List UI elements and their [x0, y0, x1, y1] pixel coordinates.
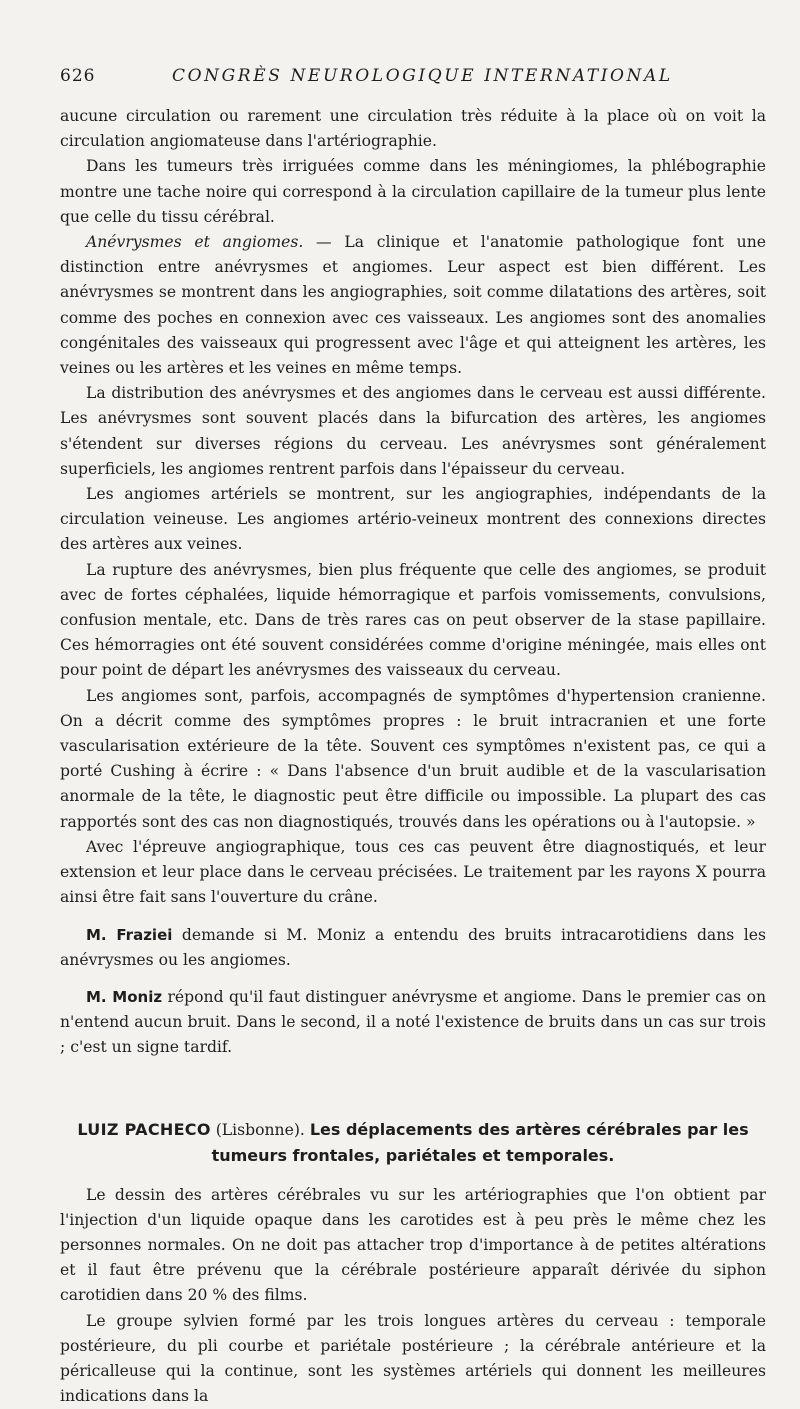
paragraph: Le groupe sylvien formé par les trois longues artères du cerveau : temporale postérieure, du pli courbe et pariétale postérieure ; la cérébrale antérieure et la péricalleuse qui la continue, sont les systèmes artériels qui donnent les meilleures indications dans la	[60, 1311, 766, 1406]
discussion-moniz	[60, 985, 766, 1061]
paragraph: aucune circulation ou rarement une circulation très réduite à la place où on voit la circulation angiomateuse dans l'artériographie.	[60, 107, 766, 151]
section-heading: Anévrysmes et angiomes.	[86, 233, 304, 252]
paragraph: Les angiomes artériels se montrent, sur les angiographies, indépendants de la circulation veineuse. Les angiomes artério-veineux montrent des connexions directes des artères aux veines.	[60, 485, 766, 554]
paragraph: Dans les tumeurs très irriguées comme dans les méningiomes, la phlébographie montre une tache noire qui correspond à la circulation capillaire de la tumeur plus lente que celle du tissu cérébral.	[60, 157, 766, 226]
speaker-name: M. Fraziei	[86, 925, 173, 944]
speaker-name: M. Moniz	[86, 987, 163, 1006]
paragraph: Avec l'épreuve angiographique, tous ces cas peuvent être diagnostiqués, et leur extension et leur place dans le cerveau précisées. Le traitement par les rayons X pourra ainsi être fait sans l'ouverture du crâne.	[60, 837, 766, 907]
page-header	[60, 66, 766, 96]
paragraph-text: La clinique et l'anatomie pathologique font une distinction entre anévrysmes et angiomes. Leur aspect est bien différent. Les anévrysmes se montrent dans les angiographies, soit comme dilatations des artères, soit comme des poches en connexion avec ces vaisseaux. Les angiomes sont des anomalies congénitales des vaisseaux qui progressent avec l'âge et qui atteignent les artères, les veines ou les artères et les veines en même temps.	[60, 233, 766, 378]
paragraph: La rupture des anévrysmes, bien plus fréquente que celle des angiomes, se produit avec de fortes céphalées, liquide hémorragique et parfois vomissements, convulsions, confusion mentale, etc. Dans de très rares cas on peut observer de la stase papillaire. Ces hémorragies ont été souvent considérées comme d'origine méningée, mais elles ont pour point de départ les anévrysmes des vaisseaux du cerveau.	[60, 560, 766, 680]
communication-heading	[60, 1117, 766, 1169]
running-title: CONGRÈS NEUROLOGIQUE INTERNATIONAL	[172, 66, 673, 86]
author-name: LUIZ PACHECO	[77, 1119, 211, 1139]
page-number: 626	[60, 66, 96, 86]
paragraph-aneurysms	[60, 230, 766, 381]
author-city: (Lisbonne).	[210, 1120, 310, 1139]
paragraph: Le dessin des artères cérébrales vu sur les artériographies que l'on obtient par l'injection d'un liquide opaque dans les carotides est à peu près le même chez les personnes normales. On ne doit pas attacher trop d'importance à de petites altérations et il faut être prévenu que la cérébrale postérieure apparaît dérivée du siphon carotidien dans 20 % des films.	[60, 1185, 766, 1305]
speaker-remark: répond qu'il faut distinguer anévrysme et angiome. Dans le premier cas on n'entend aucun bruit. Dans le second, il a noté l'existence de bruits dans un cas sur trois ; c'est un signe tardif.	[60, 987, 766, 1057]
speaker-remark: demande si M. Moniz a entendu des bruits intracarotidiens dans les anévrysmes ou les angiomes.	[60, 925, 766, 969]
article-body	[60, 104, 766, 1409]
paragraph: La distribution des anévrysmes et des angiomes dans le cerveau est aussi différente. Les anévrysmes sont souvent placés dans la bifurcation des artères, les angiomes s'étendent sur diverses régions du cerveau. Les anévrysmes sont généralement superficiels, les angiomes rentrent parfois dans l'épaisseur du cerveau.	[60, 384, 766, 478]
paper-title: Les déplacements des artères cérébrales par les tumeurs frontales, pariétales et temporales.	[211, 1119, 749, 1165]
discussion-fraziei	[60, 923, 766, 973]
paragraph: Les angiomes sont, parfois, accompagnés de symptômes d'hypertension cranienne. On a décrit comme des symptômes propres : le bruit intracranien et une forte vascularisation extérieure de la tête. Souvent ces symptômes n'existent pas, ce qui a porté Cushing à écrire : « Dans l'absence d'un bruit audible et de la vascularisation anormale de la tête, le diagnostic peut être difficile ou impossible. La plupart des cas rapportés sont des cas non diagnostiqués, trouvés dans les opérations ou à l'autopsie. »	[60, 686, 766, 831]
section-dash: —	[303, 233, 345, 252]
